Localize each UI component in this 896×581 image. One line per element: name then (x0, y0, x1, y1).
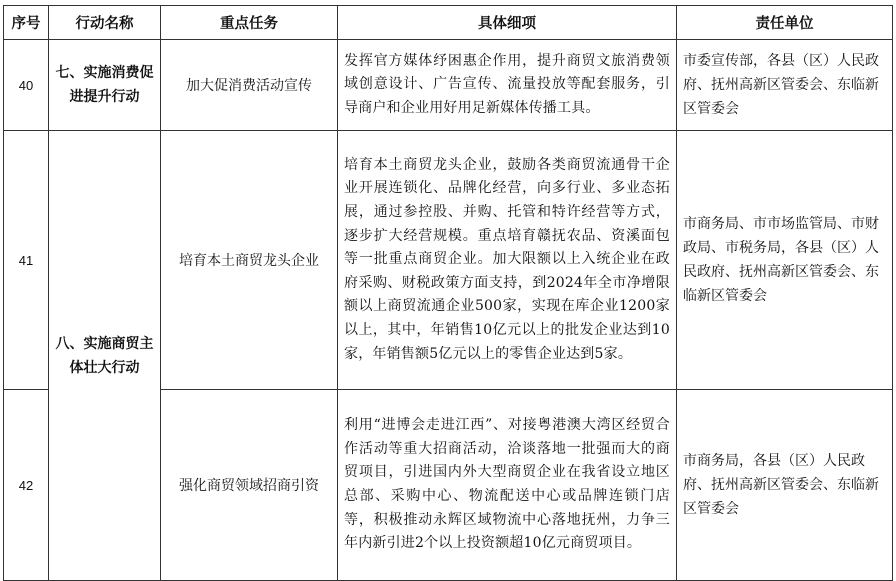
header-task: 重点任务 (161, 6, 338, 40)
table-row (4, 40, 893, 131)
task-detail: 利用“进博会走进江西”、对接粤港澳大湾区经贸合作活动等重大招商活动，洽谈落地一批强而大的商贸项目，引进国内外大型商贸企业在我省设立地区总部、采购中心、物流配送中心或品牌连锁门店等，积极推动永辉区域物流中心落地抚州，力争三年内新引进2个以上投资额超10亿元商贸项目。 (338, 390, 677, 581)
row-number: 41 (4, 131, 49, 390)
table-row (4, 131, 893, 390)
header-row (4, 6, 893, 40)
responsible-unit: 市商务局，各县（区）人民政府、抚州高新区管委会、东临新区管委会 (677, 390, 893, 581)
header-unit: 责任单位 (677, 6, 893, 40)
tasks-table (3, 5, 893, 581)
responsible-unit: 市委宣传部，各县（区）人民政府、抚州高新区管委会、东临新区管委会 (677, 40, 893, 131)
task-detail: 发挥官方媒体纾困惠企作用，提升商贸文旅消费领域创意设计、广告宣传、流量投放等配套服务，引导商户和企业用好用足新媒体传播工具。 (338, 40, 677, 131)
key-task: 加大促消费活动宣传 (161, 40, 338, 131)
action-name: 八、实施商贸主体壮大行动 (49, 131, 161, 581)
row-number: 40 (4, 40, 49, 131)
header-detail: 具体细项 (338, 6, 677, 40)
key-task: 强化商贸领域招商引资 (161, 390, 338, 581)
key-task: 培育本土商贸龙头企业 (161, 131, 338, 390)
action-name: 七、实施消费促进提升行动 (49, 40, 161, 131)
row-number: 42 (4, 390, 49, 581)
header-num: 序号 (4, 6, 49, 40)
responsible-unit: 市商务局、市市场监管局、市财政局、市税务局，各县（区）人民政府、抚州高新区管委会、东临新区管委会 (677, 131, 893, 390)
task-detail: 培育本土商贸龙头企业，鼓励各类商贸流通骨干企业开展连锁化、品牌化经营，向多行业、多业态拓展，通过参控股、并购、托管和特许经营等方式，逐步扩大经营规模。重点培育赣抚农品、资溪面包等一批重点商贸企业。加大限额以上入统企业在政府采购、财税政策方面支持，到2024年全市净增限额以上商贸流通企业500家，实现在库企业1200家以上，其中，年销售10亿元以上的批发企业达到10家，年销售额5亿元以上的零售企业达到5家。 (338, 131, 677, 390)
header-action: 行动名称 (49, 6, 161, 40)
